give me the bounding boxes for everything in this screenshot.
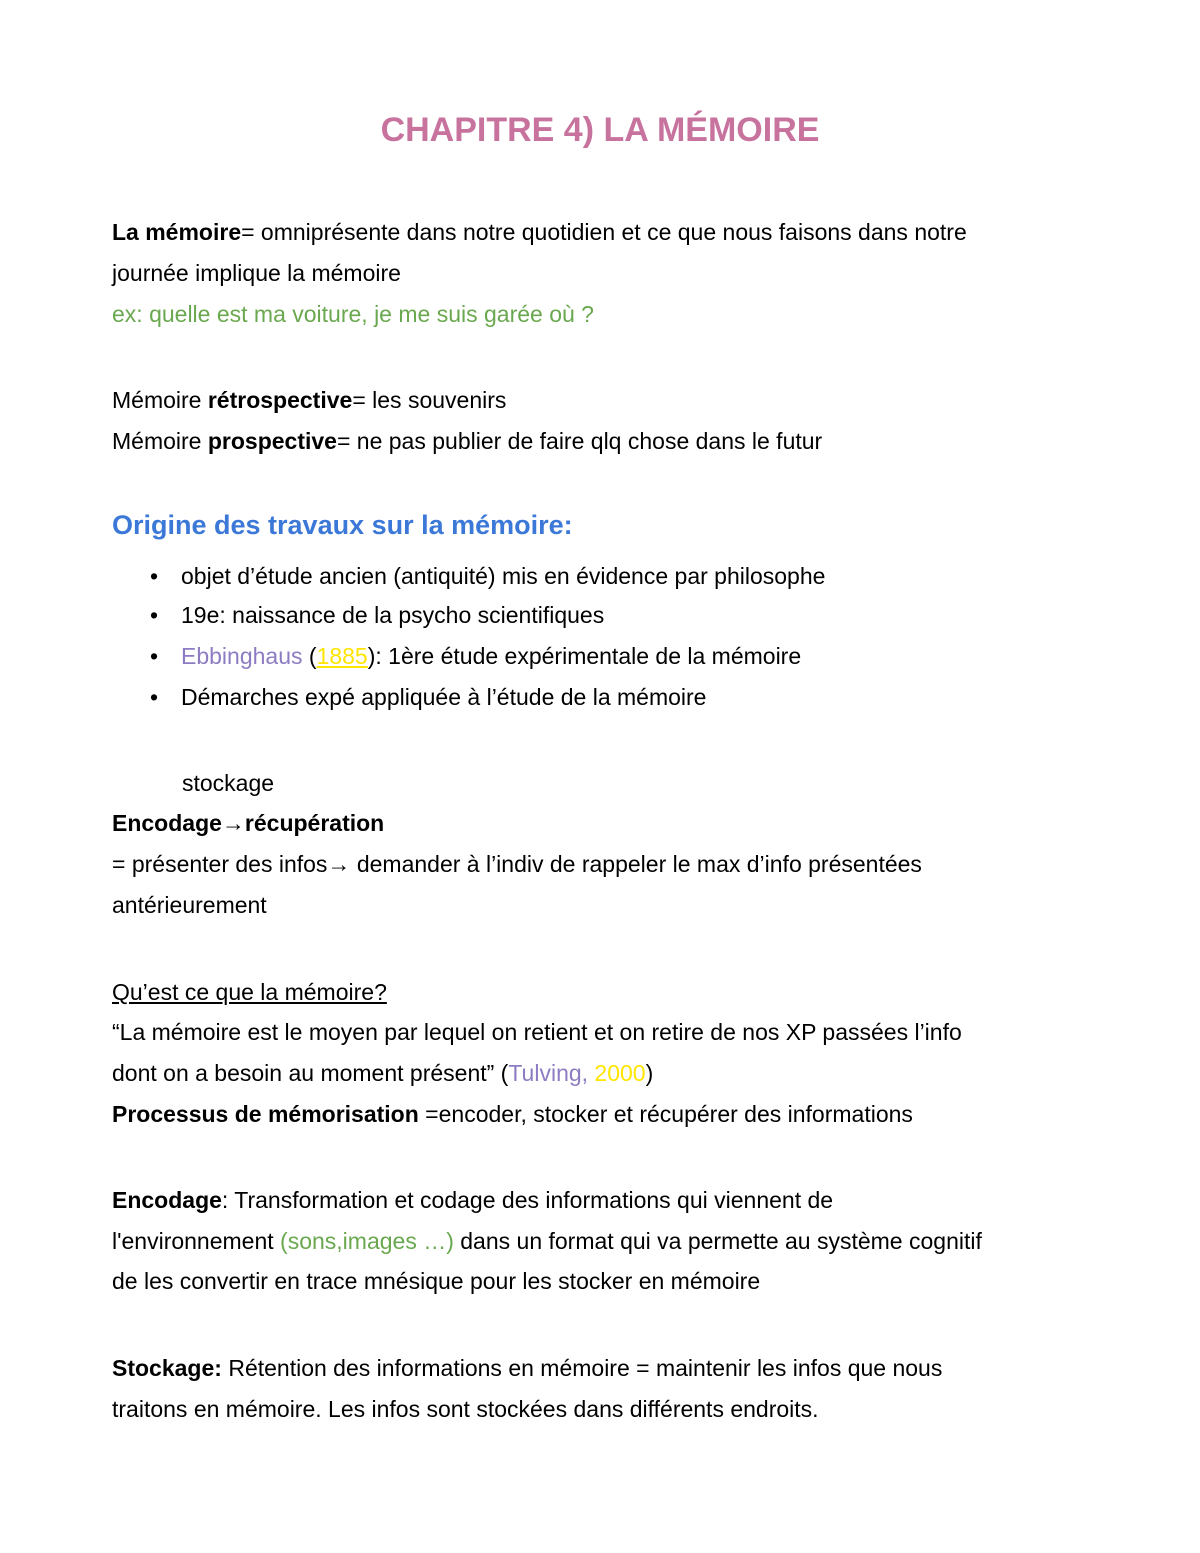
retrospective-definition: = les souvenirs (352, 387, 507, 413)
intro-definition: = omniprésente dans notre quotidien et ce que nous faisons dans notre (241, 219, 967, 245)
intro-term: La mémoire (112, 219, 242, 245)
definition-question: Qu’est ce que la mémoire? (112, 979, 387, 1005)
quote-year: 2000 (588, 1060, 646, 1086)
intro-line-2: journée implique la mémoire (112, 260, 401, 286)
encodage-term: Encodage (112, 1187, 222, 1213)
prospective-line (112, 426, 822, 456)
encodage-definition: : Transformation et codage des informations qui viennent de (221, 1187, 834, 1213)
origine-item-1: objet d’étude ancien (antiquité) mis en évidence par philosophe (181, 563, 826, 589)
stockage-line-1 (112, 1353, 942, 1383)
bullet-icon: • (150, 643, 159, 669)
quote-author: Tulving, (508, 1060, 589, 1086)
retrospective-prefix: Mémoire (112, 387, 208, 413)
processus-definition: =encoder, stocker et récupérer des informations (418, 1101, 913, 1127)
encodage-line-3: de les convertir en trace mnésique pour les stocker en mémoire (112, 1268, 761, 1294)
stockage-line-2: traitons en mémoire. Les infos sont stockées dans différents endroits. (112, 1396, 819, 1422)
bullet-icon: • (150, 563, 159, 589)
encodage-examples: (sons,images …) (280, 1228, 461, 1254)
processus-term: Processus de mémorisation (112, 1101, 419, 1127)
page-title: CHAPITRE 4) LA MÉMOIRE (380, 111, 820, 149)
encodage-line-2 (112, 1226, 982, 1256)
encodage-text-a: l'environnement (112, 1228, 281, 1254)
prospective-definition: = ne pas publier de faire qlq chose dans le futur (336, 428, 823, 454)
schema-line-1: = présenter des infos→ demander à l’indiv de rappeler le max d’info présentées (112, 851, 922, 877)
intro-line-1 (112, 217, 967, 247)
processus-line (112, 1099, 913, 1129)
origine-item-2: 19e: naissance de la psycho scientifiques (181, 602, 605, 628)
paren-close: ) (645, 1060, 654, 1086)
retrospective-line (112, 385, 506, 415)
retrospective-term: rétrospective (207, 387, 353, 413)
stockage-term: Stockage: (112, 1355, 222, 1381)
schema-stockage: stockage (182, 770, 275, 796)
stockage-definition: Rétention des informations en mémoire = maintenir les infos que nous (221, 1355, 943, 1381)
ebbinghaus-name: Ebbinghaus (181, 643, 303, 669)
origine-heading: Origine des travaux sur la mémoire: (112, 510, 573, 540)
origine-item-3-rest: ): 1ère étude expérimentale de la mémoire (367, 643, 802, 669)
schema-line-2: antérieurement (112, 892, 267, 918)
paren-open: ( (302, 643, 317, 669)
origine-item-3 (181, 641, 801, 671)
quote-line-2 (112, 1058, 653, 1088)
quote-line-1: “La mémoire est le moyen par lequel on retient et on retire de nos XP passées l’info (112, 1019, 962, 1045)
intro-example: ex: quelle est ma voiture, je me suis garée où ? (112, 301, 594, 327)
origine-item-4: Démarches expé appliquée à l’étude de la mémoire (181, 684, 707, 710)
quote-text: dont on a besoin au moment présent” ( (112, 1060, 509, 1086)
schema-encodage-recuperation: Encodage→récupération (112, 810, 385, 836)
encodage-text-b: dans un format qui va permette au système cognitif (460, 1228, 982, 1254)
bullet-icon: • (150, 602, 159, 628)
prospective-prefix: Mémoire (112, 428, 208, 454)
encodage-line-1 (112, 1185, 833, 1215)
bullet-icon: • (150, 684, 159, 710)
year-1885: 1885 (316, 643, 368, 669)
prospective-term: prospective (207, 428, 337, 454)
